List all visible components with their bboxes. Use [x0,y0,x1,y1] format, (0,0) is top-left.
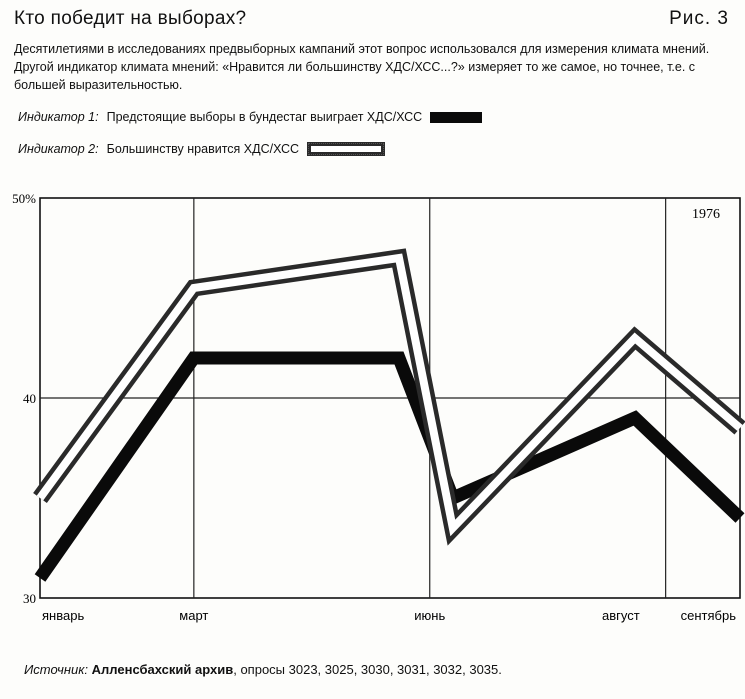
source-label: Источник: [24,662,88,677]
legend-ind1-text: Предстоящие выборы в бундестаг выиграет ХДС/ХСС [106,110,423,124]
y-tick-label: 30 [23,591,36,606]
year-label: 1976 [692,207,720,222]
y-tick-label: 50% [12,191,36,206]
source-note [24,662,502,677]
source-rest: , опросы 3023, 3025, 3030, 3031, 3032, 3035. [233,662,502,677]
legend-ind2-label: Индикатор 2: [18,142,99,156]
source-archive: Алленсбахский архив [91,662,234,677]
chart-title: Кто победит на выборах? [14,8,247,29]
x-tick-label: январь [42,608,85,623]
series-line-indicator-2 [40,258,740,528]
x-tick-label: июнь [414,608,446,623]
series-line-indicator-2-inner [40,258,740,528]
x-tick-label: август [602,608,640,623]
x-tick-label: март [179,608,209,623]
legend-ind2-text: Большинству нравится ХДС/ХСС [106,142,300,156]
chart-description: Десятилетиями в исследованиях предвыборных кампаний этот вопрос использовался для измерения климата мнений. Другой индикатор климата мнений: «Нравится ли большинству ХДС/ХСС...?» измеряет то же самое, но точнее, т.е. с большей выразительностью. [14,42,710,92]
figure-label: Рис. 3 [669,8,729,29]
legend-ind1-label: Индикатор 1: [18,110,99,124]
x-tick-label: сентябрь [680,608,736,623]
series-line-indicator-1 [40,358,740,578]
y-tick-label: 40 [23,391,36,406]
